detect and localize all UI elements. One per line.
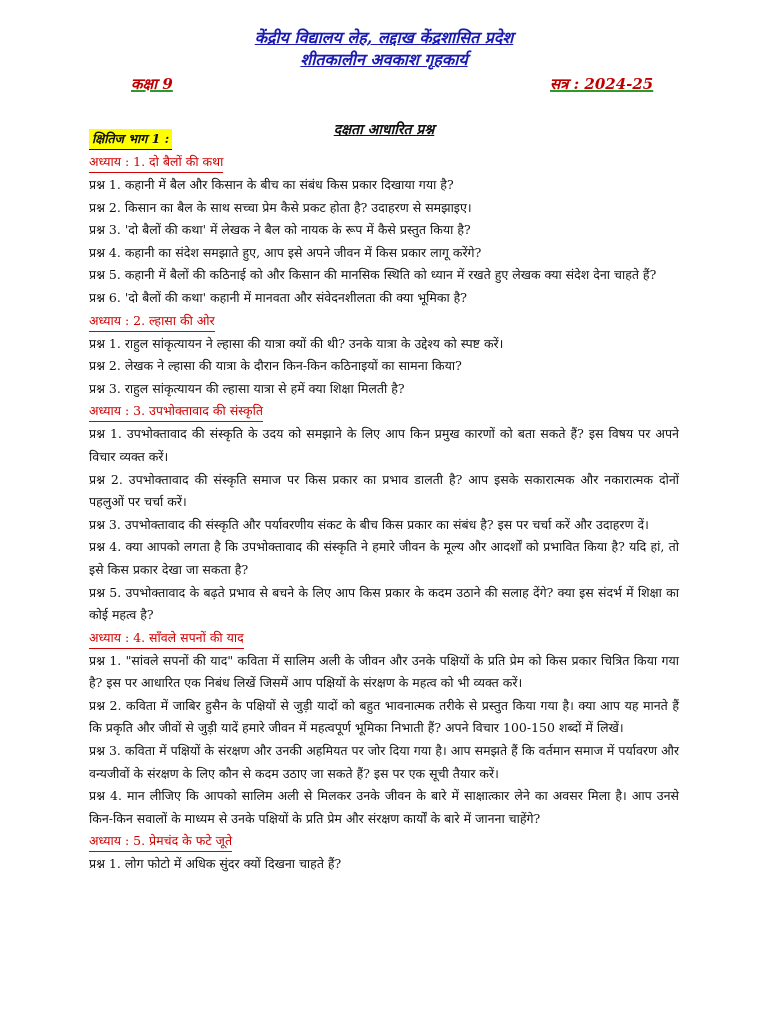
chapter-block (89, 400, 679, 626)
question-item: प्रश्न 2. लेखक ने ल्हासा की यात्रा के दौरान किन-किन कठिनाइयों का सामना किया? (89, 358, 462, 374)
chapter-block (89, 310, 679, 401)
question-item: प्रश्न 3. राहुल सांकृत्यायन की ल्हासा यात्रा से हमें क्या शिक्षा मिलती है? (89, 380, 405, 396)
question-item: प्रश्न 3. 'दो बैलों की कथा' में लेखक ने बैल को नायक के रूप में कैसे प्रस्तुत किया है? (89, 222, 471, 238)
chapter-block (89, 830, 679, 876)
question-item: प्रश्न 2. उपभोक्तावाद की संस्कृति समाज पर किस प्रकार का प्रभाव डालती है? आप इसके सकारात्मक और नकारात्मक दोनों पहलुओं पर चर्चा करें। (89, 471, 679, 510)
chapter-title: अध्याय : 4. साँवले सपनों की याद (89, 628, 244, 649)
question-item: प्रश्न 3. कविता में पक्षियों के संरक्षण और उनकी अहमियत पर जोर दिया गया है। आप समझते हैं कि वर्तमान समाज में पर्यावरण और वन्यजीवों के संरक्षण के लिए कौन से कदम उठाए जा सकते हैं? इस पर एक सूची तैयार करें। (89, 743, 679, 781)
question-item: प्रश्न 1. राहुल सांकृत्यायन ने ल्हासा की यात्रा क्यों की थी? उनके यात्रा के उद्देश्य को स्पष्ट करें। (89, 335, 504, 351)
question-item: प्रश्न 4. मान लीजिए कि आपको सालिम अली से मिलकर उनके जीवन के बारे में साक्षात्कार लेने का अवसर मिला है। आप उनसे किन-किन सवालों के माध्यम से उनके पक्षियों के प्रति प्रेम और संरक्षण कार्यों के बारे में जानना चाहेंगे? (89, 788, 679, 826)
chapters-list (89, 151, 679, 876)
question-item: प्रश्न 1. कहानी में बैल और किसान के बीच का संबंध किस प्रकार दिखाया गया है? (89, 177, 454, 192)
question-item: प्रश्न 5. उपभोक्तावाद के बढ़ते प्रभाव से बचने के लिए आप किस प्रकार के कदम उठाने की सलाह देंगे? क्या इस संदर्भ में शिक्षा का कोई महत्व है? (89, 584, 679, 623)
chapter-block (89, 151, 679, 310)
school-name-text: केंद्रीय विद्यालय लेह, लद्दाख केंद्रशासित प्रदेश (254, 28, 514, 47)
chapter-title: अध्याय : 3. उपभोक्तावाद की संस्कृति (89, 401, 263, 422)
question-item: प्रश्न 5. कहानी में बैलों की कठिनाई को और किसान की मानसिक स्थिति को ध्यान में रखते हुए लेखक क्या संदेश देना चाहते हैं? (89, 267, 657, 283)
question-item: प्रश्न 1. "सांवले सपनों की याद" कविता में सालिम अली के जीवन और उनके पक्षियों के प्रति प्रेम को किस प्रकार चित्रित किया गया है? इस पर आधारित एक निबंध लिखें जिसमें आप पक्षियों के संरक्षण के महत्व को भी व्यक्त करें। (89, 652, 679, 691)
question-item: प्रश्न 3. उपभोक्तावाद की संस्कृति और पर्यावरणीय संकट के बीच किस प्रकार का संबंध है? इस पर चर्चा करें और उदाहरण दें। (89, 516, 649, 532)
chapter-title: अध्याय : 1. दो बैलों की कथा (89, 152, 223, 173)
book-title: क्षितिज भाग 1 : (89, 129, 172, 150)
question-item: प्रश्न 1. लोग फोटो में अधिक सुंदर क्यों दिखना चाहते हैं? (89, 856, 342, 872)
question-item: प्रश्न 4. कहानी का संदेश समझाते हुए, आप इसे अपने जीवन में किस प्रकार लागू करेंगे? (89, 244, 482, 260)
question-item: प्रश्न 2. किसान का बैल के साथ सच्चा प्रेम कैसे प्रकट होता है? उदाहरण से समझाइए। (89, 199, 472, 215)
class-label: कक्षा 9 (131, 75, 173, 93)
chapter-title: अध्याय : 2. ल्हासा की ओर (89, 311, 215, 332)
homework-title-text: शीतकालीन अवकाश गृहकार्य (300, 50, 468, 69)
school-name-heading (0, 26, 768, 48)
question-item: प्रश्न 6. 'दो बैलों की कथा' कहानी में मानवता और संवेदनशीलता की क्या भूमिका है? (89, 289, 467, 305)
question-item: प्रश्न 2. कविता में जाबिर हुसैन के पक्षियों से जुड़ी यादों को बहुत भावनात्मक तरीके से प्रस्तुत किया गया है। क्या आप यह मानते हैं कि प्रकृति और जीवों से जुड़ी यादें हमारे जीवन में महत्वपूर्ण भूमिका निभाती हैं? अपने विचार 100-150 शब्दों में लिखें। (89, 697, 679, 736)
homework-title-heading (0, 48, 768, 70)
chapter-block (89, 627, 679, 831)
question-item: प्रश्न 4. क्या आपको लगता है कि उपभोक्तावाद की संस्कृति ने हमारे जीवन के मूल्य और आदर्शों को प्रभावित किया है? यदि हां, तो इसे किस प्रकार देखा जा सकता है? (89, 539, 679, 577)
chapter-title: अध्याय : 5. प्रेमचंद के फटे जूते (89, 831, 232, 852)
questions-content (89, 128, 679, 876)
question-item: प्रश्न 1. उपभोक्तावाद की संस्कृति के उदय को समझाने के लिए आप किन प्रमुख कारणों को बता सकते हैं? इस विषय पर अपने विचार व्यक्त करें। (89, 426, 679, 464)
session-label: सत्र : 2024-25 (550, 75, 654, 93)
section-title: दक्षता आधारित प्रश्न (333, 122, 435, 138)
